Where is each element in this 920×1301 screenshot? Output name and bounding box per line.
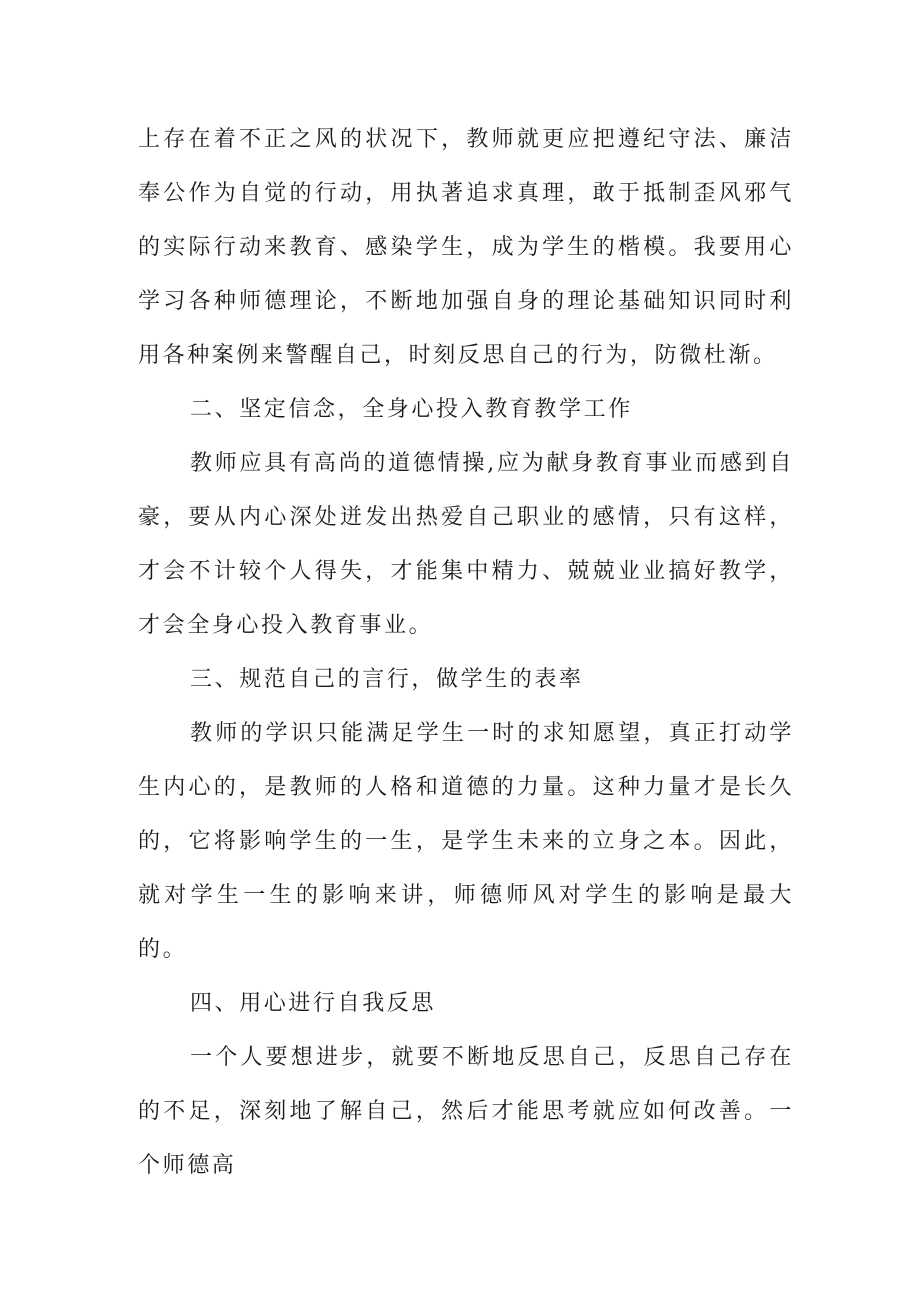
section-heading: 四、用心进行自我反思 [190,991,437,1016]
body-paragraph: 教师应具有高尚的道德情操,应为献身教育事业而感到自豪，要从内心深处迸发出热爱自己职业的感情，只有这样，才会不计较个人得失，才能集中精力、兢兢业业搞好教学，才会全身心投入教育事业。 [138,451,794,638]
body-paragraph: 教师的学识只能满足学生一时的求知愿望，真正打动学生内心的，是教师的人格和道德的力量。这种力量才是长久的，它将影响学生的一生，是学生未来的立身之本。因此，就对学生一生的影响来讲，师德师风对学生的影响是最大的。 [138,721,794,962]
section-heading: 三、规范自己的言行，做学生的表率 [190,667,584,692]
section-heading: 二、坚定信念，全身心投入教育教学工作 [190,397,633,422]
body-paragraph: 上存在着不正之风的状况下，教师就更应把遵纪守法、廉洁奉公作为自觉的行动，用执著追求真理，敢于抵制歪风邪气的实际行动来教育、感染学生，成为学生的楷模。我要用心学习各种师德理论，不断地加强自身的理论基础知识同时利用各种案例来警醒自己，时刻反思自己的行为，防微杜渐。 [138,127,794,368]
document-body [138,113,794,1193]
body-paragraph: 一个人要想进步，就要不断地反思自己，反思自己存在的不足，深刻地了解自己，然后才能思考就应如何改善。一个师德高 [138,1045,794,1178]
